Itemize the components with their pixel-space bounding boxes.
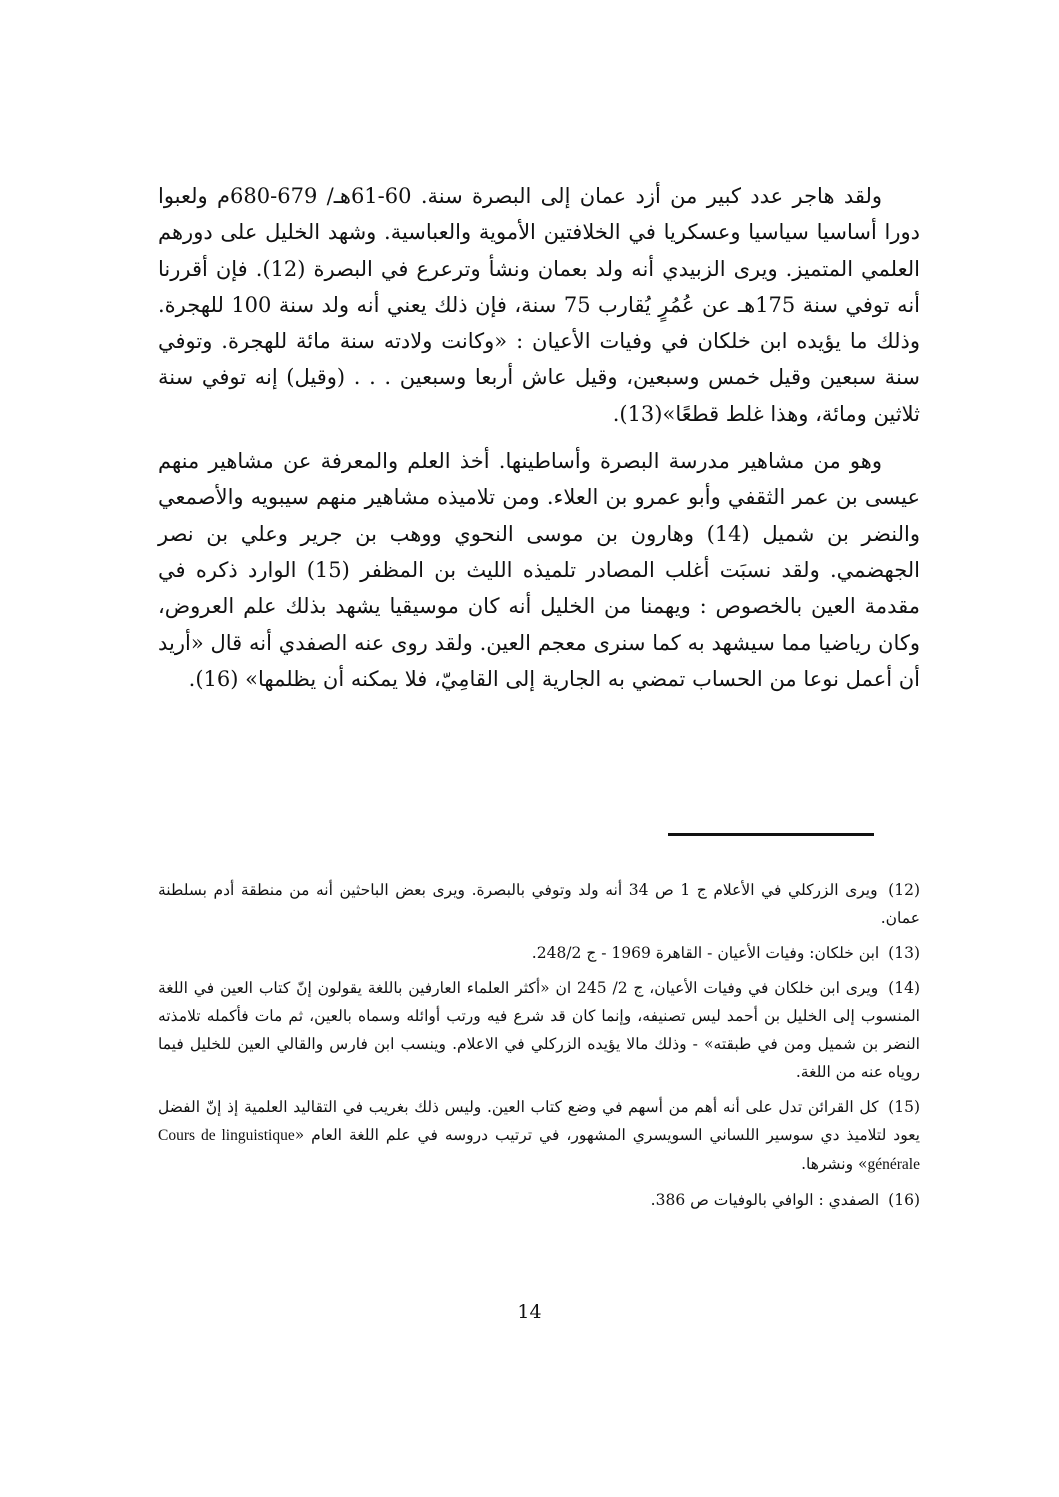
footnote-latin-title: Cours de linguistique générale	[158, 1127, 920, 1173]
paragraph-2: وهو من مشاهير مدرسة البصرة وأساطينها. أخذ العلم والمعرفة عن مشاهير منهم عيسى بن عمر الثقفي وأبو عمرو بن العلاء. ومن تلاميذه مشاهير منهم سيبويه والأصمعي والنضر بن شميل (14) وهارون بن موسى النحوي ووهب بن جرير وعلي بن نصر الجهضمي. ولقد نسبَت أغلب المصادر تلميذه الليث بن المظفر (15) الوارد ذكره في مقدمة العين بالخصوص : ويهمنا من الخليل أنه كان موسيقيا يشهد بذلك علم العروض، وكان رياضيا مما سيشهد به كما سنرى معجم العين. ولقد روى عنه الصفدي أنه قال «أريد أن أعمل نوعا من الحساب تمضي به الجارية إلى القامِيّ، فلا يمكنه أن يظلمها» (16).	[158, 449, 920, 691]
footnote-separator	[668, 833, 874, 836]
page-number: 14	[517, 1301, 542, 1323]
footnote-15	[158, 1093, 920, 1179]
footnote-text: ويرى ابن خلكان في وفيات الأعيان، ج 2/ 245 ان «أكثر العلماء العارفين باللغة يقولون إنّ كتاب العين في اللغة المنسوب إلى الخليل بن أحمد ليس تصنيفه، وإنما كان قد شرع فيه ورتب أوائله وسماه بالعين، ثم مات فأكمله تلامذته النضر بن شميل ومن في طبقته» - وذلك مالا يؤيده الزركلي في الاعلام. وينسب ابن فارس والقالي العين للخليل فيما روياه عنه من اللغة.	[158, 979, 920, 1081]
footnote-text-end: » ونشرها.	[801, 1155, 868, 1173]
paragraph-1: ولقد هاجر عدد كبير من أزد عمان إلى البصرة سنة. 60-61هـ/ 679-680م ولعبوا دورا أساسيا سياسيا وعسكريا في الخلافتين الأموية والعباسية. وشهد الخليل على دورهم العلمي المتميز. ويرى الزبيدي أنه ولد بعمان ونشأ وترعرع في البصرة (12). فإن أقررنا أنه توفي سنة 175هـ عن عُمُرٍ يُقارب 75 سنة، فإن ذلك يعني أنه ولد سنة 100 للهجرة. وذلك ما يؤيده ابن خلكان في وفيات الأعيان : «وكانت ولادته سنة مائة للهجرة. وتوفي سنة سبعين وقيل خمس وسبعين، وقيل عاش أربعا وسبعين . . . (وقيل) إنه توفي سنة ثلاثين ومائة، وهذا غلط قطعًا»(13).	[158, 184, 921, 426]
footnote-12	[158, 876, 920, 932]
footnote-13	[158, 939, 920, 967]
footnote-number: (13)	[888, 944, 920, 962]
footnote-text: ابن خلكان: وفيات الأعيان - القاهرة 1969 - ج 248/2.	[531, 944, 880, 962]
main-text	[158, 178, 920, 708]
footnote-text: الصفدي : الوافي بالوفيات ص 386.	[650, 1191, 880, 1209]
footnote-text: ويرى الزركلي في الأعلام ج 1 ص 34 أنه ولد وتوفي بالبصرة. ويرى بعض الباحثين أنه من منطقة أدم بسلطنة عمان.	[158, 881, 920, 927]
footnote-text: كل القرائن تدل على أنه أهم من أسهم في وضع كتاب العين. وليس ذلك بغريب في التقاليد العلمية إذ إنّ الفضل يعود لتلاميذ دي سوسير اللساني السويسري المشهور، في ترتيب دروسه في علم اللغة العام «	[158, 1098, 920, 1144]
footnote-number: (16)	[888, 1191, 920, 1209]
footnote-14	[158, 974, 920, 1086]
footnote-number: (12)	[888, 881, 920, 899]
footnotes	[158, 876, 920, 1221]
footnote-number: (15)	[888, 1098, 920, 1116]
footnote-16	[158, 1186, 920, 1214]
footnote-number: (14)	[888, 979, 920, 997]
